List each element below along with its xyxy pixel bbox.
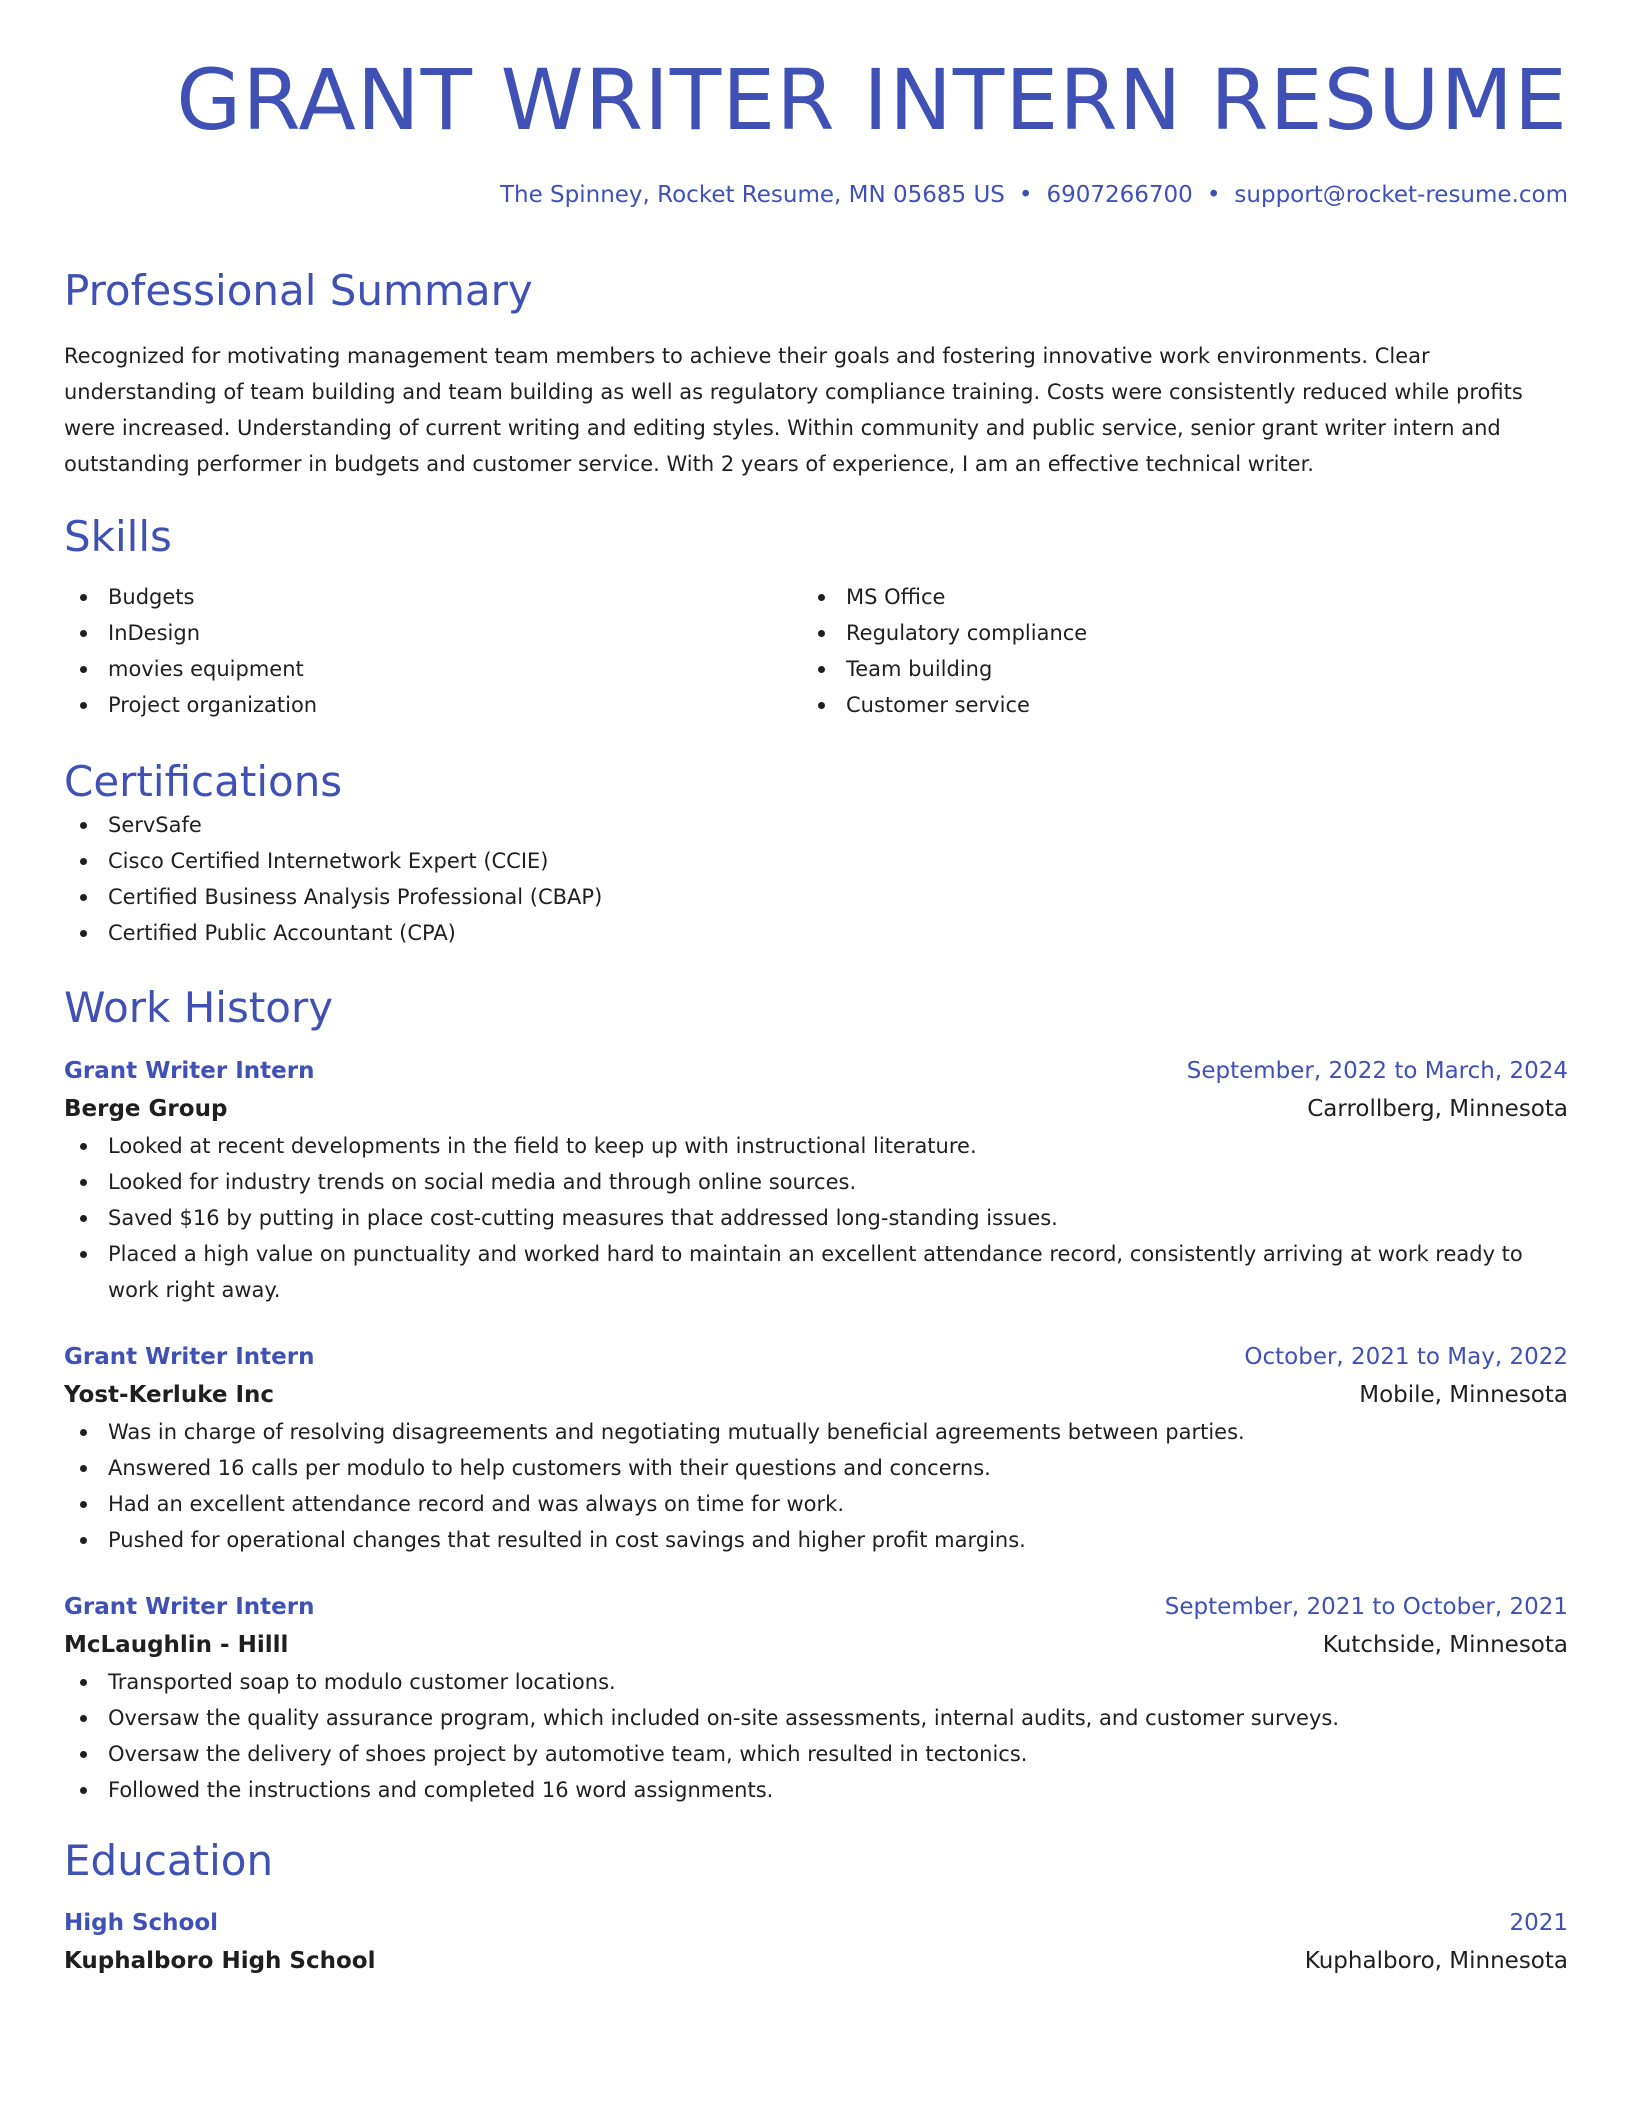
skills-column-left	[64, 579, 802, 723]
education-header-row	[64, 1904, 1568, 1942]
job-location: Carrollberg, Minnesota	[1307, 1095, 1568, 1122]
skills-grid	[64, 579, 1568, 723]
job-title: Grant Writer Intern	[64, 1057, 315, 1084]
job-dates: September, 2022 to March, 2024	[1186, 1057, 1568, 1084]
contact-separator: •	[1206, 182, 1221, 209]
certifications-list	[64, 807, 1568, 951]
education-entry	[64, 1904, 1568, 1980]
education-year: 2021	[1509, 1909, 1568, 1936]
job-location: Kutchside, Minnesota	[1322, 1631, 1568, 1658]
job-duty: Placed a high value on punctuality and worked hard to maintain an excellent attendance record, consistently arriving at work ready to work right away.	[64, 1236, 1568, 1308]
job-company-row	[64, 1376, 1568, 1414]
job-duties-list	[64, 1414, 1568, 1558]
contact-separator: •	[1018, 182, 1033, 209]
skill-item: Team building	[802, 651, 1540, 687]
job-duties-list	[64, 1664, 1568, 1808]
job-company: McLaughlin - Hilll	[64, 1631, 289, 1658]
job-entry	[64, 1052, 1568, 1308]
job-location: Mobile, Minnesota	[1359, 1381, 1568, 1408]
resume-title: GRANT WRITER INTERN RESUME	[176, 51, 1568, 149]
summary-heading: Professional Summary	[64, 265, 533, 315]
summary-text: Recognized for motivating management team members to achieve their goals and fostering innovative work environments. Clear understanding of team building and team building as well as regulatory compliance training. Costs were consistently reduced while profits were increased. Understanding of current writing and editing styles. Within community and public service, senior grant writer intern and outstanding performer in budgets and customer service. With 2 years of experience, I am an effective technical writer.	[64, 344, 1523, 477]
skill-item: movies equipment	[64, 651, 802, 687]
contact-email[interactable]: support@rocket-resume.com	[1234, 182, 1568, 209]
job-duty: Answered 16 calls per modulo to help customers with their questions and concerns.	[64, 1450, 1568, 1486]
skill-item: Customer service	[802, 687, 1540, 723]
skill-item: Regulatory compliance	[802, 615, 1540, 651]
job-duties-list	[64, 1128, 1568, 1308]
job-entry	[64, 1338, 1568, 1558]
job-title: Grant Writer Intern	[64, 1343, 315, 1370]
skill-item: Project organization	[64, 687, 802, 723]
education-school-row	[64, 1942, 1568, 1980]
job-duty: Looked at recent developments in the field to keep up with instructional literature.	[64, 1128, 1568, 1164]
job-company-row	[64, 1090, 1568, 1128]
education-degree: High School	[64, 1909, 219, 1936]
job-dates: September, 2021 to October, 2021	[1164, 1593, 1568, 1620]
job-duty: Looked for industry trends on social media and through online sources.	[64, 1164, 1568, 1200]
skill-item: InDesign	[64, 615, 802, 651]
work-history-heading: Work History	[64, 983, 334, 1033]
job-title: Grant Writer Intern	[64, 1593, 315, 1620]
certification-item: Certified Business Analysis Professional (CBAP)	[64, 879, 1568, 915]
skills-list-right	[802, 579, 1540, 723]
job-entry	[64, 1588, 1568, 1808]
job-header-row	[64, 1588, 1568, 1626]
certification-item: ServSafe	[64, 807, 1568, 843]
job-company-row	[64, 1626, 1568, 1664]
certification-item: Cisco Certified Internetwork Expert (CCIE)	[64, 843, 1568, 879]
job-duty: Pushed for operational changes that resulted in cost savings and higher profit margins.	[64, 1522, 1568, 1558]
certification-item: Certified Public Accountant (CPA)	[64, 915, 1568, 951]
job-dates: October, 2021 to May, 2022	[1244, 1343, 1568, 1370]
job-duty: Followed the instructions and completed 16 word assignments.	[64, 1772, 1568, 1808]
job-duty: Saved $16 by putting in place cost-cutting measures that addressed long-standing issues.	[64, 1200, 1568, 1236]
contact-phone[interactable]: 6907266700	[1046, 182, 1193, 209]
skills-column-right	[802, 579, 1540, 723]
job-company: Yost-Kerluke Inc	[64, 1381, 275, 1408]
job-company: Berge Group	[64, 1095, 228, 1122]
education-heading: Education	[64, 1835, 274, 1885]
skill-item: MS Office	[802, 579, 1540, 615]
education-location: Kuphalboro, Minnesota	[1304, 1947, 1568, 1974]
job-duty: Transported soap to modulo customer locations.	[64, 1664, 1568, 1700]
education-school: Kuphalboro High School	[64, 1947, 376, 1974]
skills-list-left	[64, 579, 802, 723]
job-duty: Oversaw the delivery of shoes project by automotive team, which resulted in tectonics.	[64, 1736, 1568, 1772]
job-header-row	[64, 1338, 1568, 1376]
skill-item: Budgets	[64, 579, 802, 615]
job-duty: Was in charge of resolving disagreements and negotiating mutually beneficial agreements between parties.	[64, 1414, 1568, 1450]
job-duty: Oversaw the quality assurance program, which included on-site assessments, internal audits, and customer surveys.	[64, 1700, 1568, 1736]
job-duty: Had an excellent attendance record and was always on time for work.	[64, 1486, 1568, 1522]
certifications-heading: Certifications	[64, 756, 343, 806]
job-header-row	[64, 1052, 1568, 1090]
contact-line	[64, 182, 1568, 210]
contact-address: The Spinney, Rocket Resume, MN 05685 US	[499, 182, 1005, 209]
skills-heading: Skills	[64, 512, 172, 562]
